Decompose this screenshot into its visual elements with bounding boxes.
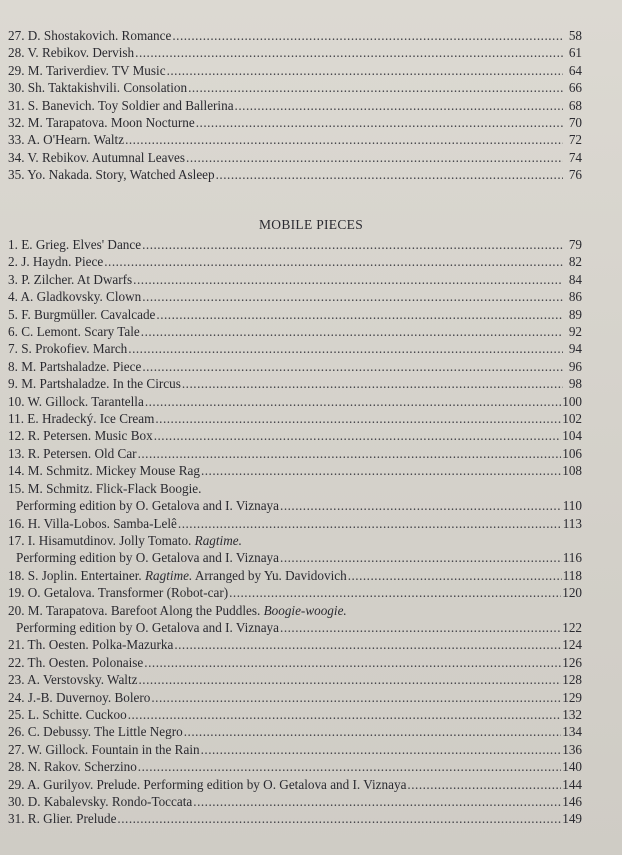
entry-number: 28. — [8, 45, 25, 61]
entry-number: 13. — [8, 445, 25, 461]
entry-page-number: 61 — [568, 45, 582, 61]
entry-title — [8, 323, 140, 340]
dot-leader — [172, 27, 563, 44]
entry-title — [8, 131, 124, 148]
entry-number: 23. — [8, 672, 25, 688]
dot-leader — [128, 706, 562, 723]
entry-number: 8. — [8, 358, 18, 374]
entry-text: D. Kabalevsky. Rondo-Toccata — [27, 794, 193, 809]
dot-leader — [229, 584, 561, 601]
dot-leader — [280, 619, 561, 636]
entry-title — [8, 689, 150, 706]
entry-subtitle: Performing edition by O. Getalova and I. Viznaya — [16, 619, 280, 635]
entry-text: J.-B. Duvernoy. Bolero — [27, 689, 151, 705]
entry-title — [8, 253, 103, 270]
entry-title — [8, 567, 347, 584]
toc-entry — [8, 427, 582, 444]
entry-text: A. Gladkovsky. Clown — [20, 289, 142, 305]
entry-page-number: 120 — [562, 585, 582, 601]
toc-entry — [8, 445, 582, 462]
entry-number: 20. — [8, 602, 25, 618]
entry-title — [8, 306, 155, 323]
entry-text: V. Rebikov. Dervish — [27, 45, 135, 61]
toc-entry — [8, 44, 582, 61]
entry-text: M. Tarapatova. Barefoot Along the Puddles. — [27, 602, 264, 618]
entry-page-number: 86 — [568, 289, 582, 305]
toc-entry — [8, 532, 582, 567]
entry-number: 10. — [8, 393, 25, 409]
entry-genre: Ragtime. — [145, 567, 193, 583]
entry-page-number: 132 — [562, 706, 582, 722]
entry-page-number: 98 — [568, 376, 582, 392]
dot-leader — [104, 253, 563, 270]
entry-page-number: 146 — [562, 794, 582, 809]
entry-title — [8, 114, 195, 131]
entry-text-cont: Arranged by Yu. Davidovich — [192, 567, 347, 583]
entry-title — [8, 481, 201, 496]
toc-entry — [8, 62, 582, 79]
entry-page-number: 89 — [568, 306, 582, 322]
toc-entry — [8, 97, 582, 114]
entry-page-number: 79 — [568, 237, 582, 252]
entry-number: 30. — [8, 794, 25, 809]
dot-leader — [178, 515, 562, 532]
entry-text: L. Schitte. Cuckoo — [27, 706, 127, 722]
entry-text: N. Rakov. Scherzino — [27, 759, 137, 775]
entry-number: 29. — [8, 776, 25, 792]
entry-title — [8, 723, 183, 740]
entry-title — [8, 27, 171, 44]
toc-entry — [8, 410, 582, 427]
entry-number: 31. — [8, 97, 25, 113]
entry-text: R. Glier. Prelude — [27, 811, 117, 827]
entry-page-number: 116 — [562, 550, 582, 566]
entry-text: M. Partshaladze. Piece — [21, 358, 142, 374]
entry-page-number: 100 — [562, 393, 582, 409]
toc-entry — [8, 776, 582, 793]
entry-number: 1. — [8, 237, 18, 252]
dot-leader — [193, 793, 561, 810]
dot-leader — [196, 114, 563, 131]
entry-page-number: 136 — [562, 741, 582, 757]
entry-page-number: 70 — [568, 115, 582, 131]
dot-leader — [142, 358, 563, 375]
entry-page-number: 140 — [562, 759, 582, 775]
entry-number: 25. — [8, 706, 25, 722]
toc-entry — [8, 602, 582, 637]
toc-mobile-pieces — [8, 236, 582, 828]
dot-leader — [138, 445, 562, 462]
entry-page-number: 149 — [562, 811, 582, 827]
entry-number: 2. — [8, 254, 18, 270]
entry-text: A. Gurilyov. Prelude. Performing edition by O. Getalova and I. Viznaya — [27, 776, 407, 792]
entry-title — [8, 149, 185, 166]
dot-leader — [133, 271, 563, 288]
toc-entry — [8, 689, 582, 706]
toc-entry — [8, 253, 582, 270]
toc-entry — [8, 671, 582, 688]
entry-title — [8, 236, 141, 253]
entry-page-number: 92 — [568, 324, 582, 340]
entry-text: M. Schmitz. Mickey Mouse Rag — [27, 463, 200, 479]
entry-subtitle: Performing edition by O. Getalova and I. Viznaya — [16, 550, 280, 566]
entry-title — [8, 654, 143, 671]
toc-entry — [8, 584, 582, 601]
dot-leader — [125, 131, 563, 148]
toc-entry — [8, 306, 582, 323]
entry-number: 29. — [8, 62, 25, 78]
entry-title — [8, 358, 141, 375]
toc-entry — [8, 462, 582, 479]
dot-leader — [174, 636, 561, 653]
dot-leader — [407, 776, 561, 793]
dot-leader — [280, 549, 562, 566]
entry-title — [8, 462, 200, 479]
entry-title — [8, 166, 215, 183]
entry-title — [8, 79, 187, 96]
entry-title — [8, 758, 137, 775]
entry-text: S. Prokofiev. March — [21, 341, 128, 357]
entry-page-number: 82 — [568, 254, 582, 270]
dot-leader — [151, 689, 561, 706]
entry-page-number: 129 — [562, 689, 582, 705]
entry-title — [8, 340, 127, 357]
entry-page-number: 144 — [562, 776, 582, 792]
entry-text: Th. Oesten. Polka-Mazurka — [27, 637, 174, 653]
dot-leader — [201, 462, 561, 479]
toc-entry — [8, 636, 582, 653]
entry-page-number: 72 — [568, 132, 582, 148]
entry-title — [8, 793, 192, 810]
entry-number: 24. — [8, 689, 25, 705]
entry-number: 7. — [8, 341, 18, 357]
toc-entry — [8, 375, 582, 392]
entry-number: 19. — [8, 585, 25, 601]
dot-leader — [141, 323, 563, 340]
toc-entry — [8, 27, 582, 44]
toc-entry — [8, 480, 582, 515]
entry-number: 15. — [8, 480, 25, 496]
toc-top — [8, 27, 582, 184]
entry-page-number: 122 — [562, 619, 582, 635]
dot-leader — [184, 723, 562, 740]
entry-page-number: 102 — [562, 411, 582, 427]
dot-leader — [182, 375, 563, 392]
toc-entry — [8, 288, 582, 305]
entry-page-number: 128 — [562, 672, 582, 688]
dot-leader — [155, 410, 561, 427]
entry-number: 27. — [8, 741, 25, 757]
dot-leader — [186, 149, 563, 166]
entry-text: V. Rebikov. Autumnal Leaves — [27, 149, 186, 165]
toc-entry — [8, 236, 582, 253]
entry-number: 35. — [8, 167, 25, 183]
dot-leader — [128, 340, 563, 357]
entry-title — [8, 810, 116, 827]
toc-entry — [8, 654, 582, 671]
toc-entry — [8, 758, 582, 775]
entry-title — [8, 375, 181, 392]
entry-title — [8, 271, 132, 288]
entry-text: J. Haydn. Piece — [21, 254, 104, 270]
entry-page-number: 68 — [568, 97, 582, 113]
entry-number: 30. — [8, 80, 25, 96]
entry-page-number: 113 — [562, 515, 582, 531]
dot-leader — [142, 236, 563, 253]
entry-number: 6. — [8, 324, 18, 340]
entry-number: 21. — [8, 637, 25, 653]
entry-number: 12. — [8, 428, 25, 444]
toc-entry — [8, 393, 582, 410]
entry-text: R. Petersen. Old Car — [27, 445, 137, 461]
entry-number: 31. — [8, 811, 25, 827]
entry-number: 9. — [8, 376, 18, 392]
dot-leader — [142, 288, 563, 305]
toc-entry — [8, 741, 582, 758]
entry-page-number: 124 — [562, 637, 582, 653]
entry-number: 28. — [8, 759, 25, 775]
entry-page-number: 96 — [568, 358, 582, 374]
entry-title — [8, 62, 166, 79]
entry-text: A. O'Hearn. Waltz — [27, 132, 125, 148]
dot-leader — [188, 79, 563, 96]
entry-text: W. Gillock. Tarantella — [27, 393, 144, 409]
dot-leader — [154, 427, 562, 444]
entry-text: S. Banevich. Toy Soldier and Ballerina — [27, 97, 234, 113]
entry-title — [8, 706, 127, 723]
entry-title — [8, 603, 347, 618]
entry-page-number: 126 — [562, 654, 582, 670]
toc-entry — [8, 114, 582, 131]
toc-entry — [8, 567, 582, 584]
dot-leader — [201, 741, 562, 758]
entry-number: 33. — [8, 132, 25, 148]
entry-number: 3. — [8, 271, 18, 287]
entry-text: Sh. Taktakishvili. Consolation — [27, 80, 188, 96]
entry-genre: Ragtime. — [194, 532, 242, 548]
entry-text: C. Lemont. Scary Tale — [21, 324, 140, 340]
entry-number: 26. — [8, 724, 25, 740]
entry-title — [8, 584, 228, 601]
entry-text: I. Hisamutdinov. Jolly Tomato. — [27, 532, 195, 548]
entry-page-number: 74 — [568, 149, 582, 165]
entry-number: 18. — [8, 567, 25, 583]
entry-number: 16. — [8, 515, 25, 531]
entry-number: 27. — [8, 28, 25, 43]
dot-leader — [117, 810, 561, 827]
entry-page-number: 64 — [568, 62, 582, 78]
entry-title — [8, 288, 141, 305]
entry-page-number: 106 — [562, 445, 582, 461]
entry-text: M. Tarapatova. Moon Nocturne — [27, 115, 195, 131]
entry-page-number: 66 — [568, 80, 582, 96]
dot-leader — [135, 44, 563, 61]
entry-page-number: 104 — [562, 428, 582, 444]
entry-page-number: 118 — [562, 567, 582, 583]
toc-entry — [8, 131, 582, 148]
entry-number: 34. — [8, 149, 25, 165]
entry-text: M. Schmitz. Flick-Flack Boogie. — [27, 480, 202, 496]
entry-text: A. Verstovsky. Waltz — [27, 672, 138, 688]
entry-title — [8, 97, 234, 114]
dot-leader — [348, 567, 562, 584]
dot-leader — [138, 758, 561, 775]
entry-number: 11. — [8, 411, 24, 427]
entry-page-number: 76 — [568, 167, 582, 183]
entry-number: 32. — [8, 115, 25, 131]
dot-leader — [144, 654, 561, 671]
dot-leader — [216, 166, 563, 183]
entry-title — [8, 741, 200, 758]
entry-number: 5. — [8, 306, 18, 322]
entry-number: 22. — [8, 654, 25, 670]
entry-text: F. Burgmüller. Cavalcade — [21, 306, 156, 322]
entry-page-number: 108 — [562, 463, 582, 479]
entry-text: O. Getalova. Transformer (Robot-car) — [27, 585, 229, 601]
entry-page-number: 134 — [562, 724, 582, 740]
entry-title — [8, 44, 134, 61]
entry-text: Yo. Nakada. Story, Watched Asleep — [27, 167, 215, 183]
entry-genre: Boogie-woogie. — [263, 602, 347, 618]
entry-number: 17. — [8, 532, 25, 548]
toc-entry — [8, 271, 582, 288]
toc-entry — [8, 149, 582, 166]
entry-text: P. Zilcher. At Dwarfs — [21, 271, 133, 287]
dot-leader — [167, 62, 563, 79]
dot-leader — [280, 497, 562, 514]
entry-text: R. Petersen. Music Box — [27, 428, 153, 444]
entry-text: M. Tariverdiev. TV Music — [27, 62, 166, 78]
entry-text: H. Villa-Lobos. Samba-Lelê — [27, 515, 177, 531]
entry-title — [8, 445, 137, 462]
entry-text: S. Joplin. Entertainer. — [27, 567, 145, 583]
toc-entry — [8, 810, 582, 827]
entry-page-number: 84 — [568, 271, 582, 287]
dot-leader — [235, 97, 563, 114]
entry-text: C. Debussy. The Little Negro — [27, 724, 183, 740]
entry-title — [8, 393, 144, 410]
entry-text: M. Partshaladze. In the Circus — [21, 376, 181, 392]
entry-number: 14. — [8, 463, 25, 479]
toc-entry — [8, 793, 582, 810]
toc-entry — [8, 723, 582, 740]
toc-entry — [8, 358, 582, 375]
dot-leader — [138, 671, 561, 688]
entry-text: Th. Oesten. Polonaise — [27, 654, 144, 670]
toc-entry — [8, 323, 582, 340]
section-heading: MOBILE PIECES — [258, 217, 364, 232]
entry-title — [8, 515, 177, 532]
toc-entry — [8, 166, 582, 183]
dot-leader — [156, 306, 563, 323]
entry-title — [8, 533, 242, 548]
dot-leader — [145, 393, 561, 410]
toc-entry — [8, 706, 582, 723]
entry-page-number: 110 — [562, 498, 582, 514]
toc-entry — [8, 79, 582, 96]
entry-title — [8, 427, 153, 444]
entry-text: D. Shostakovich. Romance — [27, 28, 172, 43]
entry-page-number: 58 — [568, 28, 582, 43]
entry-text: E. Grieg. Elves' Dance — [21, 237, 142, 252]
entry-text: E. Hradecký. Ice Cream — [27, 411, 155, 427]
toc-entry — [8, 515, 582, 532]
entry-title — [8, 410, 154, 427]
entry-title — [8, 636, 173, 653]
entry-title — [8, 776, 406, 793]
entry-number: 4. — [8, 289, 18, 305]
entry-subtitle: Performing edition by O. Getalova and I. Viznaya — [16, 498, 280, 514]
entry-title — [8, 671, 137, 688]
entry-text: W. Gillock. Fountain in the Rain — [27, 741, 200, 757]
toc-entry — [8, 340, 582, 357]
entry-page-number: 94 — [568, 341, 582, 357]
